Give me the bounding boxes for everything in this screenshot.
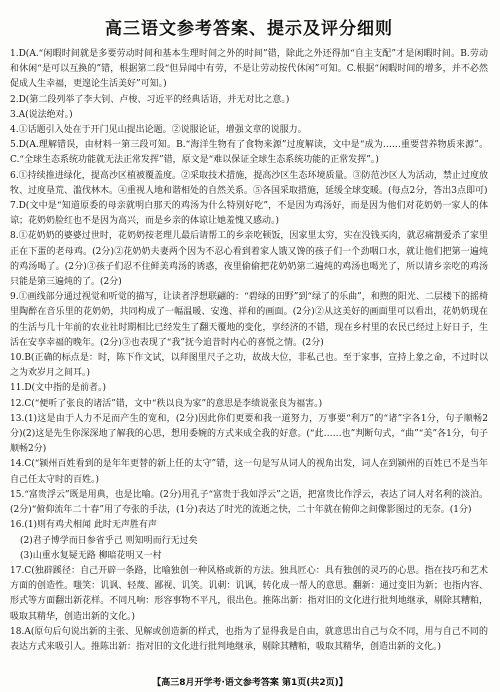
answer-16-line-1: 16.(1)则有鸡犬相闻 此时无声胜有声 <box>10 520 157 531</box>
answer-16-line-3: (3)山重水复疑无路 柳暗花明又一村 <box>20 550 162 561</box>
answer-1: 1.D(A.“闲暇时间就是多要劳动时间和基本生理时间之外的时间”错，除此之外还得加“自主支配”才是闲暇时间。B.劳动和休闲“是可以互换的”错，根据第二段“但异闻中有劳，不是让劳动按代休闲”可知。C.根据“闲暇时间的增多，并不必然促成人生幸福，更遑论生活美好”可知。) <box>10 49 488 90</box>
answer-9: 9.①画线部分通过视觉和听觉的描写，让读者浮想联翩的：“碧绿的田野”到“绿了的乐曲”，和煦的阳光、二层楼下的摇椅里陶醉在音乐里的花奶奶，共同构成了一幅温暖、安逸、祥和的画面。(2分)②从这美好的画面里可以看出，花奶奶现在的生活与几十年前的农业社时期相比已经发生了翻天覆地的变化，享经济的不错，现在乡村里的农民已经过上好日子，生活在安享幸福的晚年。(2分)③也表现了“我”抚今追昔时内心的喜悦之情。(2分) <box>10 292 488 348</box>
answer-4: 4.①话题引入处在于开门见山提出论题。②说服论证，增强文章的说服力。 <box>10 125 307 136</box>
answer-8: 8.①花奶奶的婆婆过世时，花奶奶按老理儿最后请帮工的乡亲吃顿饭，因家里太穷，实在没钱买肉，就忍痛割爱杀了家里正在下蛋的老母鸡。(2分)②花奶奶夫妻两个因为不忍心看到着家人饿又馋的孩子们一个劲咽口水，就让他们把第一遍炖的鸡汤喝了。(2分)③孩子们忍不住鲜美鸡汤的诱惑，夜里偷偷把花奶奶第二遍炖的鸡汤也喝光了，所以请乡亲吃的鸡汤只能是第三遍炖的了。(2分) <box>10 231 488 288</box>
answer-11: 11.D(文中指的是前者。) <box>10 383 107 394</box>
answer-14: 14.C(“颍州百姓看到的是年年更替的新上任的太守”错，这一句是写从词人的视角出发，词人在到颍州的百姓已不是当年自己任太守时的百姓。) <box>10 459 488 485</box>
answer-12: 12.C(“便听了张良的诸活”错，文中“秩以良为家”的意思是李绩说张良为福害。) <box>10 398 323 409</box>
answer-body <box>10 47 488 655</box>
answer-17: 17.C(独辟蹊径：自己开辟一条路，比喻独创一种风格或新的方法。独具匠心：具有独创的灵巧的心思。指在技巧和艺术方面的创造性。嗤笑：讥讽、轻蔑、鄙视、讥笑。讥刺：讥讽，转化成一帮人的意思。翻新：通过变旧为新；也指内容、形式等方面翻出新花样。不同凡响：形容事物不平凡，很出色。推陈出新：指对旧的文化进行批判地继承，剔除其糟粕，吸取其精华，创造出新的文化。) <box>10 565 488 622</box>
answer-16-line-2: (2)君子博学而日参省乎己 则知明而行无过矣 <box>20 535 198 546</box>
answer-7: 7.D(文中是“知道原委的母亲就明白那天的鸡汤为什么特别好吃”，不是因为鸡汤好，而是因为他们对花奶奶一家人的体谅；花奶奶脸红也不是因为高兴，而是乡亲的体谅让她羞愧又感动。) <box>10 201 488 227</box>
answer-5: 5.D(A.理解错误，由材料一第三段可知。B.“海洋生物有了食物来源”过度解读，文中是“成为……重要营养物质来源”。C.“全球生态系统功能就无法正常发挥”错，原文是“难以保证全球生态系统功能的正常发挥”。) <box>10 140 488 166</box>
page-title: 高三语文参考答案、提示及评分细则 <box>105 19 393 39</box>
answer-6: 6.①持续推进绿化，提高沙区植被覆盖度。②采取技术措施，提高沙区生态环境质量。③防范沙区人为活动，禁止过度放牧、过度垦荒、滥伐林木。④重视人地和谐相处的自然关系。⑤各国采取措施，延缓全球变暖。(每点2分，答出3点即可) <box>10 170 488 196</box>
answer-15: 15.“富贵浮云”既是用典，也是比喻。(2分)用孔子“富贵于我如浮云”之语，把富贵比作浮云，表达了词人对名利的淡泊。(2分)“俯仰流年二十春”用了夸张的手法，(1分)表达了时光的流逝之快，二十年就在俯仰之间像影图过的无奈。(1分) <box>10 489 488 516</box>
answer-2: 2.D(第二段列举了李大钊、卢梭、习近平的经典话语，并无对比之意。) <box>10 94 290 105</box>
answer-18: 18.A(原句后句说出新的主张、见解或创造新的样式，也指为了显得我是自由，就意思出自己与众不同，用与自己不同的表达方式来吸引人。推陈出新：指对旧的文化进行批判地继承，剔除其糟粕，吸取其精华，创造出新的文化。) <box>10 626 488 652</box>
answer-3: 3.A(说法绝对。) <box>10 109 73 120</box>
answer-13: 13.(1)这是由于人力不足而产生的宽和，(2分)因此你们更要和我一道努力，万事要“利万”的“诸”字各1分，句子顺畅2分)(2)这是先生你深深地了解我的心思，想用委婉的方式来成全我的好意。(“此……也”判断句式，“曲”“美”各1分，句子顺畅2分) <box>10 413 488 455</box>
answer-10: 10.B(正确的标点是：时，陈下作文试，以拜图里尺子之功，故战大位，非私己也。至于家事，宣持上象之命，不过时以之为欢岁月之间耳。) <box>10 353 488 379</box>
page-footer: 【高三8月开学考·语文参考答案 第1页(共2页)】 <box>152 678 348 688</box>
